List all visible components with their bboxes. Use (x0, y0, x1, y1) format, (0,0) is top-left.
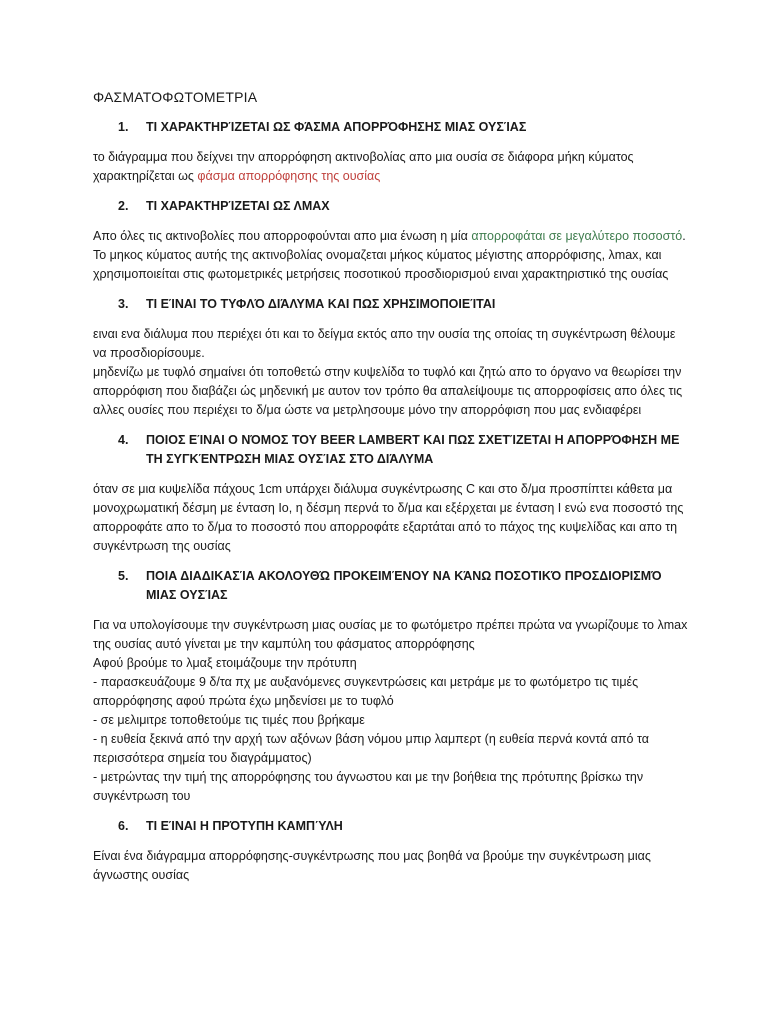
document-title: ΦΑΣΜΑΤΟΦΩΤΟΜΕΤΡΙΑ (93, 89, 258, 105)
question-text: ΠΟΙΑ ΔΙΑΔΙΚΑΣΊΑ ΑΚΟΛΟΥΘΏ ΠΡΟΚΕΙΜΈΝΟΥ ΝΑ ΚΆΝΩ ΠΟΣΟΤΙΚΌ ΠΡΟΣΔΙΟΡΙΣΜΌ ΜΙΑΣ ΟΥΣΊΑΣ (146, 569, 662, 602)
question-text: ΠΟΙΟΣ ΕΊΝΑΙ Ο ΝΌΜΟΣ ΤΟΥ BEER LAMBERT ΚΑΙ ΠΩΣ ΣΧΕΤΊΖΕΤΑΙ Η ΑΠΟΡΡΌΦΗΣΗ ΜΕ ΤΗ ΣΥΓΚΈΝΤΡΩΣΗ ΜΙΑΣ ΟΥΣΊΑΣ ΣΤΟ ΔΙΆΛΥΜΑ (146, 433, 680, 466)
question-text: ΤΙ ΧΑΡΑΚΤΗΡΊΖΕΤΑΙ ΩΣ ΦΆΣΜΑ ΑΠΟΡΡΌΦΗΣΗΣ ΜΙΑΣ ΟΥΣΊΑΣ (146, 120, 527, 134)
answer-line: - η ευθεία ξεκινά από την αρχή των αξόνων βάση νόμου μπιρ λαμπερτ (η ευθεία περνά κοντά από τα περισσότερα σημεία του διαγράμματος) (93, 732, 649, 765)
question-6 (93, 817, 688, 836)
answer-line: - σε μελιμιτρε τοποθετούμε τις τιμές που βρήκαμε (93, 713, 365, 727)
answer-5 (93, 616, 688, 806)
answer-1 (93, 148, 688, 186)
question-number: 4. (118, 433, 129, 447)
answer-paragraph: ειναι ενα διάλυμα που περιέχει ότι και το δείγμα εκτός απο την ουσία της οποίας τη συγκέντρωση θέλουμε να προσδιορίσουμε. (93, 327, 676, 360)
answer-2 (93, 227, 688, 284)
highlighted-term: φάσμα απορρόφησης της ουσίας (197, 169, 381, 183)
answer-line: - παρασκευάζουμε 9 δ/τα πχ με αυξανόμενες συγκεντρώσεις και μετράμε με το φωτόμετρο τις τιμές απορρόφησης αφού πρώτα έχω μηδενίσει με το τυφλό (93, 675, 639, 708)
answer-text: το διάγραμμα που δείχνει την απορρόφηση ακτινοβολίας απο μια ουσία σε διάφορα μήκη κύματος χαρακτηρίζεται ως (93, 150, 634, 183)
question-number: 1. (118, 120, 129, 134)
answer-paragraph: μηδενίζω με τυφλό σημαίνει ότι τοποθετώ στην κυψελίδα το τυφλό και ζητώ απο το όργανο να θεωρίσει την απορρόφιση που διαβάζει ώς μηδενική με αυτον τον τρόπο θα απαλείψουμε τις απορροφίσεις απο όλες τις αλλες ουσίες που περιέχει το δ/μα ώστε να μετρλησουμε μόνο την απορρόφιση που μας ενδιαφέρει (93, 365, 683, 417)
question-text: ΤΙ ΧΑΡΑΚΤΗΡΊΖΕΤΑΙ ΩΣ ΛΜΑΧ (146, 199, 330, 213)
question-text: ΤΙ ΕΊΝΑΙ Η ΠΡΌΤΥΠΗ ΚΑΜΠΎΛΗ (146, 819, 343, 833)
answer-3 (93, 325, 688, 420)
question-number: 2. (118, 199, 129, 213)
answer-4 (93, 480, 688, 556)
question-3 (93, 295, 688, 314)
question-number: 3. (118, 297, 129, 311)
question-number: 6. (118, 819, 129, 833)
question-text: ΤΙ ΕΊΝΑΙ ΤΟ ΤΥΦΛΌ ΔΙΆΛΥΜΑ ΚΑΙ ΠΩΣ ΧΡΗΣΙΜΟΠΟΙΕΊΤΑΙ (146, 297, 496, 311)
question-4 (93, 431, 688, 469)
answer-line: Για να υπολογίσουμε την συγκέντρωση μιας ουσίας με το φωτόμετρο πρέπει πρώτα να γνωρίζουμε το λmax της ουσίας αυτό γίνεται με την καμπύλη του φάσματος απορρόφησης (93, 618, 688, 651)
highlighted-term: απορροφάται σε μεγαλύτερο ποσοστό (471, 229, 683, 243)
answer-text: . Το μηκος κύματος αυτής της ακτινοβολίας ονομαζεται μήκος κύματος μέγιστης απορρόφισης, λmax, και χρησιμοποιείται στις φωτομετρικές μετρήσεις ποσοτικού προσδιορισμού ειναι χαρακτηριστικό της ουσίας (93, 229, 686, 281)
answer-line: - μετρώντας την τιμή της απορρόφησης του άγνωστου και με την βοήθεια της πρότυπης βρίσκω την συγκέντρωση του (93, 770, 644, 803)
question-2 (93, 197, 688, 216)
answer-6 (93, 847, 688, 885)
answer-paragraph: Είναι ένα διάγραμμα απορρόφησης-συγκέντρωσης που μας βοηθά να βρούμε την συγκέντρωση μιας άγνωστης ουσίας (93, 849, 651, 882)
question-5 (93, 567, 688, 605)
question-1 (93, 118, 688, 137)
answer-text: Απο όλες τις ακτινοβολίες που απορροφούνται απο μια ένωση η μία (93, 229, 472, 243)
answer-line: Αφού βρούμε το λμαξ ετοιμάζουμε την πρότυπη (93, 656, 357, 670)
question-number: 5. (118, 569, 129, 583)
answer-paragraph: όταν σε μια κυψελίδα πάχους 1cm υπάρχει διάλυμα συγκέντρωσης C και στο δ/μα προσπίπτει κάθετα μα μονοχρωματική δέσμη με ένταση Io, η δέσμη περνά το δ/μα και εξέρχεται με ένταση I ενώ ενα ποσοστό της απορροφάτε απο το δ/μα το ποσοστό που απορροφάτε εξαρτάται από το πάχος της κυψελίδας και απο τη συγκέντρωση της ουσίας (93, 482, 684, 553)
